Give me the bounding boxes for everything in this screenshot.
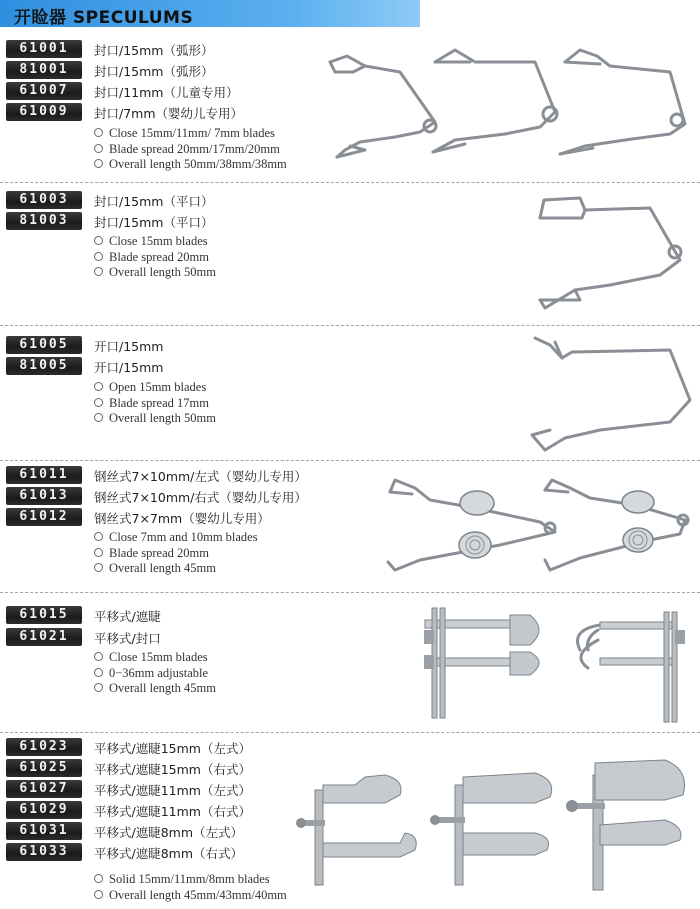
product-desc: 平移式/遮睫11mm（右式） bbox=[94, 804, 251, 819]
sliding-speculum-solid-icon bbox=[424, 608, 539, 718]
product-code: 61005 bbox=[6, 336, 82, 354]
product-desc: 钢丝式7×7mm（婴幼儿专用） bbox=[94, 511, 270, 526]
spec-list bbox=[94, 380, 216, 427]
product-code: 61029 bbox=[6, 801, 82, 819]
product-code: 61033 bbox=[6, 843, 82, 861]
open-speculum-image bbox=[520, 330, 695, 455]
bullet-icon bbox=[94, 548, 103, 557]
bullet-icon bbox=[94, 563, 103, 572]
product-code: 61009 bbox=[6, 103, 82, 121]
bullet-icon bbox=[94, 236, 103, 245]
section-divider bbox=[0, 182, 700, 184]
product-code: 61015 bbox=[6, 606, 82, 624]
product-desc: 平移式/遮睫8mm（右式） bbox=[94, 846, 244, 861]
spec-item: Blade spread 20mm bbox=[94, 546, 258, 562]
product-desc: 平移式/遮睫8mm（左式） bbox=[94, 825, 244, 840]
product-code: 61021 bbox=[6, 628, 82, 646]
spec-list bbox=[94, 650, 216, 697]
spec-item: Close 15mm blades bbox=[94, 234, 216, 250]
product-code: 61011 bbox=[6, 466, 82, 484]
catalog-title: 开睑器 SPECULUMS bbox=[14, 8, 194, 28]
solid-blade-speculum-15mm-icon bbox=[296, 775, 416, 885]
spec-item: Close 15mm blades bbox=[94, 650, 216, 666]
product-desc: 钢丝式7×10mm/右式（婴幼儿专用） bbox=[94, 490, 307, 505]
bullet-icon bbox=[94, 128, 103, 137]
spec-item: Overall length 45mm/43mm/40mm bbox=[94, 888, 287, 904]
product-desc: 平移式/遮睫15mm（右式） bbox=[94, 762, 251, 777]
sliding-speculum-images bbox=[410, 600, 695, 725]
product-code: 61001 bbox=[6, 40, 82, 58]
catalog-header bbox=[0, 0, 420, 27]
bullet-icon bbox=[94, 398, 103, 407]
product-code: 61003 bbox=[6, 191, 82, 209]
product-desc: 封口/11mm（儿童专用） bbox=[94, 85, 239, 100]
flat-speculum-image bbox=[530, 190, 695, 315]
product-desc: 封口/15mm（弧形） bbox=[94, 43, 214, 58]
spec-item: 0−36mm adjustable bbox=[94, 666, 216, 682]
spec-item: Close 15mm/11mm/ 7mm blades bbox=[94, 126, 287, 142]
spec-item: Blade spread 20mm bbox=[94, 250, 216, 266]
section-divider bbox=[0, 732, 700, 734]
product-desc: 平移式/遮睫15mm（左式） bbox=[94, 741, 251, 756]
product-code: 61013 bbox=[6, 487, 82, 505]
product-code: 61027 bbox=[6, 780, 82, 798]
spec-list bbox=[94, 872, 287, 903]
bullet-icon bbox=[94, 890, 103, 899]
bullet-icon bbox=[94, 267, 103, 276]
product-code: 81003 bbox=[6, 212, 82, 230]
product-desc: 钢丝式7×10mm/左式（婴幼儿专用） bbox=[94, 469, 307, 484]
bullet-icon bbox=[94, 382, 103, 391]
spec-item: Blade spread 17mm bbox=[94, 396, 216, 412]
bullet-icon bbox=[94, 652, 103, 661]
bullet-icon bbox=[94, 144, 103, 153]
product-desc: 开口/15mm bbox=[94, 339, 164, 354]
product-desc: 开口/15mm bbox=[94, 360, 164, 375]
spec-item: Overall length 50mm/38mm/38mm bbox=[94, 157, 287, 173]
spiral-speculum-right-icon bbox=[545, 480, 688, 570]
product-code: 61025 bbox=[6, 759, 82, 777]
spec-list bbox=[94, 234, 216, 281]
section-divider bbox=[0, 325, 700, 327]
spec-item: Overall length 45mm bbox=[94, 561, 258, 577]
product-desc: 平移式/封口 bbox=[94, 631, 161, 646]
open-blade-speculum-icon bbox=[532, 338, 690, 450]
bullet-icon bbox=[94, 668, 103, 677]
bullet-icon bbox=[94, 874, 103, 883]
product-code: 81005 bbox=[6, 357, 82, 375]
wire-speculum-images bbox=[325, 42, 695, 172]
wire-speculum-small-icon bbox=[560, 50, 685, 154]
spiral-speculum-images bbox=[380, 470, 695, 585]
product-desc: 封口/15mm（平口） bbox=[94, 194, 214, 209]
spec-list bbox=[94, 530, 258, 577]
product-code: 61031 bbox=[6, 822, 82, 840]
spec-item: Overall length 50mm bbox=[94, 265, 216, 281]
product-desc: 封口/7mm（婴幼儿专用） bbox=[94, 106, 244, 121]
spec-item: Solid 15mm/11mm/8mm blades bbox=[94, 872, 287, 888]
solid-blade-speculum-11mm-icon bbox=[430, 773, 552, 885]
bullet-icon bbox=[94, 683, 103, 692]
bullet-icon bbox=[94, 252, 103, 261]
spec-item: Open 15mm blades bbox=[94, 380, 216, 396]
product-desc: 封口/15mm（弧形） bbox=[94, 64, 214, 79]
product-desc: 平移式/遮睫11mm（左式） bbox=[94, 783, 251, 798]
spec-list bbox=[94, 126, 287, 173]
spiral-speculum-left-icon bbox=[388, 480, 555, 570]
spec-item: Close 7mm and 10mm blades bbox=[94, 530, 258, 546]
product-code: 61023 bbox=[6, 738, 82, 756]
product-desc: 封口/15mm（平口） bbox=[94, 215, 214, 230]
bullet-icon bbox=[94, 159, 103, 168]
product-code: 61007 bbox=[6, 82, 82, 100]
section-divider bbox=[0, 592, 700, 594]
spec-item: Overall length 45mm bbox=[94, 681, 216, 697]
solid-blade-speculum-images bbox=[295, 755, 695, 900]
spec-item: Overall length 50mm bbox=[94, 411, 216, 427]
solid-blade-speculum-8mm-icon bbox=[566, 760, 685, 890]
flat-blade-speculum-icon bbox=[540, 198, 681, 308]
wire-speculum-medium-icon bbox=[433, 50, 557, 152]
product-desc: 平移式/遮睫 bbox=[94, 609, 161, 624]
spec-item: Blade spread 20mm/17mm/20mm bbox=[94, 142, 287, 158]
product-code: 81001 bbox=[6, 61, 82, 79]
sliding-speculum-wire-icon bbox=[578, 612, 686, 722]
bullet-icon bbox=[94, 532, 103, 541]
product-code: 61012 bbox=[6, 508, 82, 526]
bullet-icon bbox=[94, 413, 103, 422]
section-divider bbox=[0, 460, 700, 462]
wire-speculum-large-icon bbox=[330, 56, 436, 157]
